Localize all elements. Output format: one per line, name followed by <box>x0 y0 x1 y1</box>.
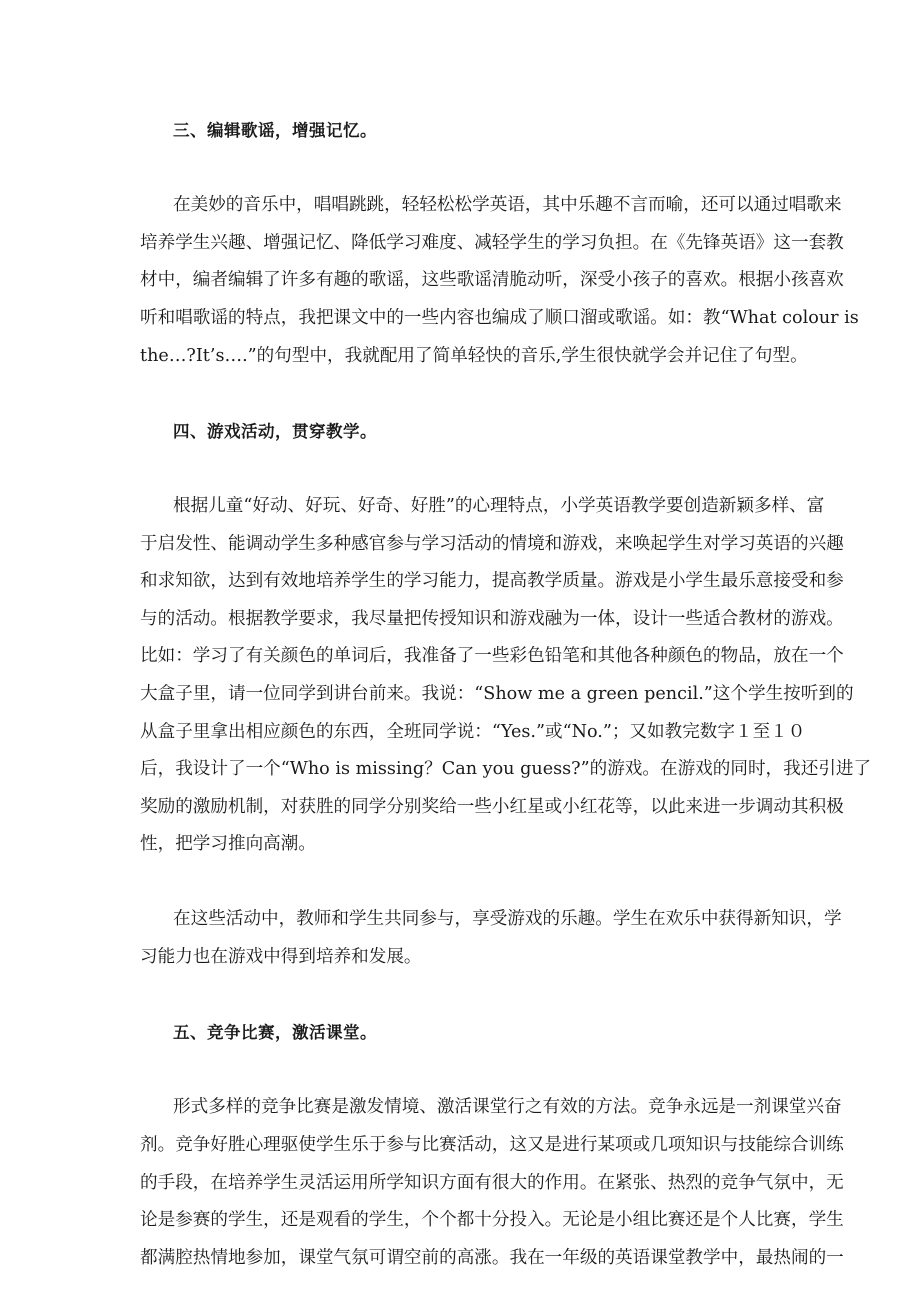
text-line: 都满腔热情地参加，课堂气氛可谓空前的高涨。我在一年级的英语课堂教学中，最热闹的一 <box>140 1247 844 1268</box>
text-line: 习能力也在游戏中得到培养和发展。 <box>140 947 422 968</box>
document-page <box>140 112 872 1315</box>
text-line: 比如：学习了有关颜色的单词后，我准备了一些彩色铅笔和其他各种颜色的物品，放在一个 <box>140 646 844 667</box>
paragraph <box>140 1089 844 1277</box>
text-line: 后，我设计了一个“Who is missing？Can you guess?”的游戏。在游戏的同时，我还引进了 <box>140 759 872 780</box>
text-line: 的手段，在培养学生灵活运用所学知识方面有很大的作用。在紧张、热烈的竞争气氛中，无 <box>140 1172 844 1193</box>
text-line: 和求知欲，达到有效地培养学生的学习能力，提高教学质量。游戏是小学生最乐意接受和参 <box>140 571 844 592</box>
text-line: 性，把学习推向高潮。 <box>140 834 316 855</box>
text-line: 形式多样的竞争比赛是激发情境、激活课堂行之有效的方法。竞争永远是一剂课堂兴奋 <box>173 1097 842 1118</box>
text-line: 在这些活动中，教师和学生共同参与，享受游戏的乐趣。学生在欢乐中获得新知识，学 <box>173 909 842 930</box>
text-line: 与的活动。根据教学要求，我尽量把传授知识和游戏融为一体，设计一些适合教材的游戏。 <box>140 608 844 629</box>
text-line: 在美妙的音乐中，唱唱跳跳，轻轻松松学英语，其中乐趣不言而喻，还可以通过唱歌来 <box>173 195 842 216</box>
text-line: 从盒子里拿出相应颜色的东西，全班同学说：“Yes.”或“No.”；又如教完数字１至１０ <box>140 721 806 742</box>
text-line: 根据儿童“好动、好玩、好奇、好胜”的心理特点，小学英语教学要创造新颖多样、富 <box>173 495 825 516</box>
text-line: 论是参赛的学生，还是观看的学生，个个都十分投入。无论是小组比赛还是个人比赛，学生 <box>140 1210 844 1231</box>
text-line: 听和唱歌谣的特点，我把课文中的一些内容也编成了顺口溜或歌谣。如：教“What colour is <box>140 307 859 328</box>
section-heading: 三、编辑歌谣，增强记忆。 <box>173 121 377 140</box>
text-line: 剂。竞争好胜心理驱使学生乐于参与比赛活动，这又是进行某项或几项知识与技能综合训练 <box>140 1135 844 1156</box>
text-line: 奖励的激励机制，对获胜的同学分别奖给一些小红星或小红花等，以此来进一步调动其积极 <box>140 796 844 817</box>
paragraph <box>140 187 859 375</box>
text-line: 于启发性、能调动学生多种感官参与学习活动的情境和游戏，来唤起学生对学习英语的兴趣 <box>140 533 844 554</box>
section-heading: 四、游戏活动，贯穿教学。 <box>173 421 377 441</box>
paragraph <box>140 901 842 976</box>
text-line: 培养学生兴趣、增强记忆、降低学习难度、减轻学生的学习负担。在《先锋英语》这一套教 <box>140 232 844 253</box>
paragraph <box>140 488 872 864</box>
text-line: 材中，编者编辑了许多有趣的歌谣，这些歌谣清脆动听，深受小孩子的喜欢。根据小孩喜欢 <box>140 270 844 291</box>
text-line: 大盒子里，请一位同学到讲台前来。我说：“Show me a green pencil.”这个学生按听到的 <box>140 683 854 704</box>
section-heading: 五、竞争比赛，激活课堂。 <box>173 1023 377 1043</box>
text-line: the…?It’s….”的句型中，我就配用了简单轻快的音乐,学生很快就学会并记住了句型。 <box>140 345 808 366</box>
